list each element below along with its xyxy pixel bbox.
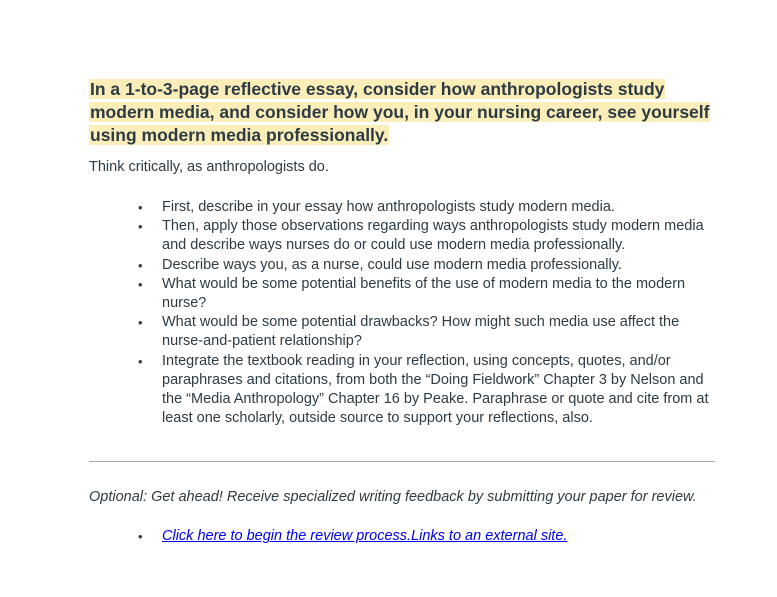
- divider: [89, 461, 715, 462]
- list-item: • Describe ways you, as a nurse, could use modern media professionally.: [162, 256, 715, 275]
- external-link-note: Links to an external site.: [411, 528, 568, 545]
- list-item: [162, 527, 715, 546]
- review-process-link[interactable]: [162, 528, 567, 544]
- list-item: • First, describe in your essay how anthropologists study modern media.: [162, 198, 715, 217]
- list-item: • What would be some potential benefits of the use of modern media to the modern nurse?: [162, 275, 715, 313]
- review-link-label: Click here to begin the review process.: [162, 528, 412, 545]
- assignment-heading: [89, 78, 715, 147]
- review-link-list: [89, 527, 715, 546]
- list-item: • What would be some potential drawbacks? How might such media use affect the nurse-and-patient relationship?: [162, 313, 715, 351]
- requirements-list: [89, 198, 715, 428]
- assignment-content: [89, 78, 715, 546]
- list-item: • Integrate the textbook reading in your reflection, using concepts, quotes, and/or paraphrases and citations, from both the “Doing Fieldwork” Chapter 3 by Nelson and the “Media Anthropology” Chapter 16 by Peake. Paraphrase or quote and cite from at least one scholarly, outside source to support your reflections, also.: [162, 352, 715, 429]
- optional-note: Optional: Get ahead! Receive specialized writing feedback by submitting your paper for review.: [89, 489, 697, 506]
- list-item: • Then, apply those observations regarding ways anthropologists study modern media and describe ways nurses do or could use modern media professionally.: [162, 217, 715, 255]
- heading-highlight: In a 1-to-3-page reflective essay, consider how anthropologists study modern media, and consider how you, in your nursing career, see yourself using modern media professionally.: [90, 79, 710, 145]
- intro-text: Think critically, as anthropologists do.: [89, 159, 329, 175]
